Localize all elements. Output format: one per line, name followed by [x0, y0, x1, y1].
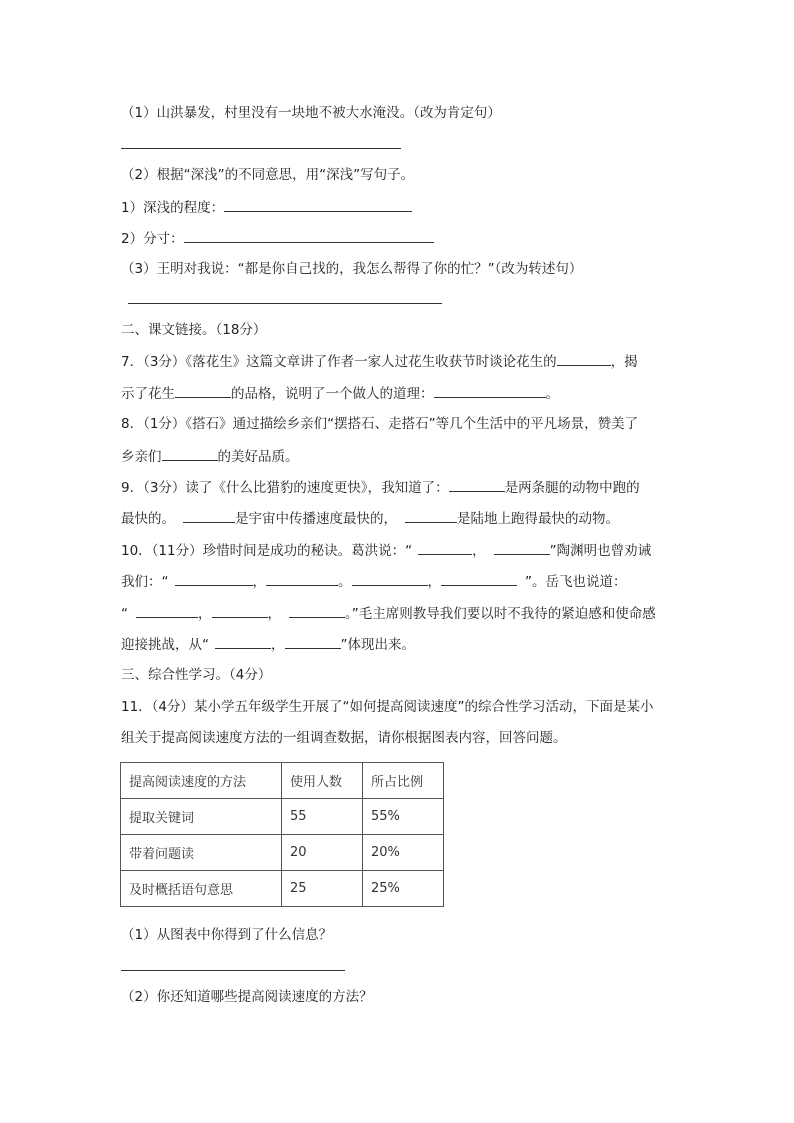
answer-line[interactable]	[121, 148, 401, 149]
table-cell: 20%	[363, 835, 444, 871]
table-header-row	[121, 763, 444, 799]
q6-sub1: （1）山洪暴发，村里没有一块地不被大水淹没。（改为肯定句）	[121, 105, 501, 121]
table-header-cell: 使用人数	[282, 763, 363, 799]
answer-blank[interactable]	[289, 603, 345, 618]
table-cell: 带着问题读	[121, 835, 282, 871]
q6-sub2-a-label: 1）深浅的程度：	[121, 200, 225, 216]
table-cell: 25	[282, 871, 363, 907]
table-cell: 及时概括语句意思	[121, 871, 282, 907]
q10-text-c: 我们：“	[121, 574, 169, 590]
q10-text-e: 。	[338, 574, 352, 590]
q11-sub1: （1）从图表中你得到了什么信息？	[121, 927, 333, 943]
answer-blank[interactable]	[175, 383, 231, 398]
q10-text-k: 。”毛主席则教导我们要以时不我待的紧迫感和使命感	[345, 606, 656, 622]
answer-blank[interactable]	[212, 603, 268, 618]
table-cell: 55	[282, 799, 363, 835]
answer-blank[interactable]	[224, 197, 412, 212]
q8-line1: 8．（1分）《搭石》通过描绘乡亲们“摆搭石、走搭石”等几个生活中的平凡场景，赞美了	[121, 416, 639, 432]
q10-text-a: 10．（11分）珍惜时间是成功的秘诀。葛洪说：“	[121, 543, 413, 559]
answer-line[interactable]	[121, 970, 345, 971]
q11-sub2: （2）你还知道哪些提高阅读速度的方法？	[121, 989, 373, 1005]
q7-text-d: 的品格，说明了一个做人的道理：	[231, 386, 434, 402]
table-header-cell: 提高阅读速度的方法	[121, 763, 282, 799]
answer-line[interactable]	[128, 303, 442, 304]
answer-blank[interactable]	[215, 634, 271, 649]
q9-text-e: 是陆地上跑得最快的动物。	[457, 511, 619, 527]
table-header-cell: 所占比例	[363, 763, 444, 799]
q7-line1	[121, 351, 638, 372]
table-cell: 20	[282, 835, 363, 871]
table-cell: 55%	[363, 799, 444, 835]
q10-text-g: ”。岳飞也说道：	[525, 574, 627, 590]
q10-text-b: ”陶渊明也曾劝诫	[549, 543, 652, 559]
q10-text-n: ”体现出来。	[340, 637, 415, 653]
q7-line2	[121, 383, 559, 404]
section3-title: 三、综合性学习。（4分）	[121, 667, 272, 683]
q6-sub2-a	[121, 197, 412, 218]
table-cell: 提取关键词	[121, 799, 282, 835]
answer-blank[interactable]	[418, 540, 472, 555]
q9-line1	[121, 477, 640, 498]
table-row	[121, 799, 444, 835]
q10-text-f: ，	[427, 574, 441, 590]
answer-blank[interactable]	[184, 228, 434, 243]
q8-line2	[121, 446, 299, 467]
section2-title: 二、课文链接。（18分）	[121, 322, 267, 338]
q6-sub3: （3）王明对我说：“都是你自己找的，我怎么帮得了你的忙？”（改为转述句）	[121, 261, 583, 277]
q6-sub2-b	[121, 228, 434, 249]
q8-text-b: 乡亲们	[121, 449, 162, 465]
q9-text-b: 是两条腿的动物中跑的	[504, 480, 640, 496]
q9-text-d: 是宇宙中传播速度最快的，	[235, 511, 397, 527]
table-cell: 25%	[363, 871, 444, 907]
q10-line2	[121, 571, 627, 592]
q9-text-c: 最快的。	[121, 511, 175, 527]
answer-blank[interactable]	[136, 603, 198, 618]
q10-text-d: ，	[252, 574, 266, 590]
answer-blank[interactable]	[162, 446, 218, 461]
q10-line3	[121, 603, 656, 624]
table-row	[121, 835, 444, 871]
answer-blank[interactable]	[352, 571, 428, 586]
answer-blank[interactable]	[434, 383, 546, 398]
answer-blank[interactable]	[441, 571, 517, 586]
q10-line1	[121, 540, 651, 561]
answer-blank[interactable]	[449, 477, 505, 492]
answer-blank[interactable]	[494, 540, 550, 555]
table-row	[121, 871, 444, 907]
q10-text-h: “	[121, 606, 128, 622]
answer-blank[interactable]	[183, 508, 235, 523]
q9-line2	[121, 508, 619, 529]
answer-blank[interactable]	[175, 571, 253, 586]
q7-text-a: 7．（3分）《落花生》这篇文章讲了作者一家人过花生收获节时谈论花生的	[121, 354, 557, 370]
q11-line1: 11．（4分）某小学五年级学生开展了“如何提高阅读速度”的综合性学习活动，下面是某小	[121, 699, 654, 715]
q8-text-c: 的美好品质。	[217, 449, 299, 465]
survey-table	[120, 762, 444, 907]
q10-text-l: 迎接挑战，从“	[121, 637, 209, 653]
q11-line2: 组关于提高阅读速度方法的一组调查数据，请你根据图表内容，回答问题。	[121, 730, 567, 746]
q10-line4	[121, 634, 415, 655]
answer-blank[interactable]	[285, 634, 341, 649]
q10-text-i: ，	[198, 606, 212, 622]
q10-text-sep1: ，	[472, 543, 486, 559]
answer-blank[interactable]	[405, 508, 457, 523]
q7-text-e: 。	[545, 386, 559, 402]
q10-text-j: ，	[267, 606, 281, 622]
q9-text-a: 9．（3分）读了《什么比猎豹的速度更快》，我知道了：	[121, 480, 449, 496]
q7-text-b: ，揭	[610, 354, 638, 370]
answer-blank[interactable]	[557, 351, 611, 366]
q10-text-m: ，	[271, 637, 285, 653]
q6-sub2: （2）根据“深浅”的不同意思，用“深浅”写句子。	[121, 167, 415, 183]
answer-blank[interactable]	[266, 571, 338, 586]
q7-text-c: 示了花生	[121, 386, 175, 402]
q6-sub2-b-label: 2）分寸：	[121, 231, 184, 247]
